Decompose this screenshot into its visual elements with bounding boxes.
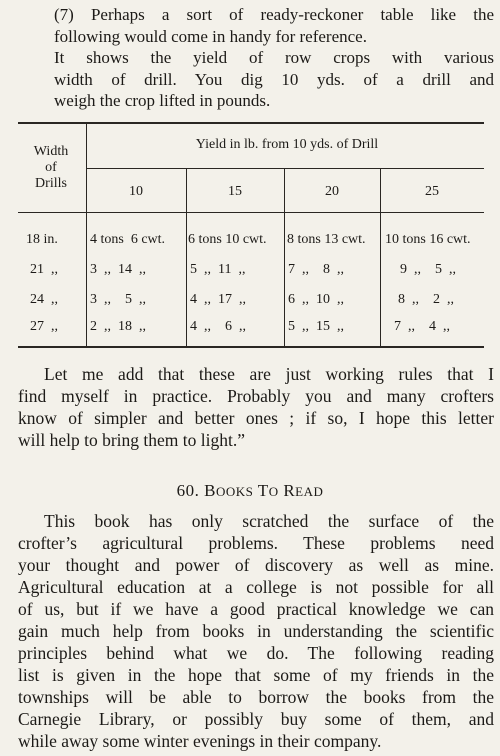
table-cell: 7 ,, 4 ,, <box>394 319 450 334</box>
yield-group-header: Yield in lb. from 10 yds. of Drill <box>195 137 379 152</box>
row-width: 21 ,, <box>30 262 58 277</box>
row-width: 24 ,, <box>30 292 58 307</box>
paragraph-line: gain much help from books in understanding the scientific <box>18 621 494 641</box>
header-word: Width <box>33 144 69 159</box>
paragraph-line: Let me add that these are just working rules that I <box>44 364 494 384</box>
table-cell: 8 ,, 2 ,, <box>398 292 454 307</box>
intro-line: following would come in handy for reference. <box>54 26 367 46</box>
column-header: 10 <box>129 184 143 199</box>
table-cell: 2 ,, 18 ,, <box>90 319 146 334</box>
paragraph-line: principles behind what we do. The following reading <box>18 643 494 663</box>
table-cell: 5 ,, 15 ,, <box>288 319 344 334</box>
header-word: Drills <box>35 176 67 191</box>
paragraph-line: Carnegie Library, or possibly buy some of them, and <box>18 709 494 729</box>
intro-line: width of drill. You dig 10 yds. of a drill and <box>54 69 494 89</box>
table-cell: 6 tons 10 cwt. <box>188 232 267 247</box>
paragraph-line: Agricultural education at a college is not possible for all <box>18 577 494 597</box>
paragraph-line: while away some winter evenings in their company. <box>18 731 382 751</box>
paragraph-line: crofter’s agricultural problems. These problems need <box>18 533 494 553</box>
table-bottom-rule <box>18 346 484 348</box>
paragraph-line: list is given in the hope that some of my friends in the <box>18 665 494 685</box>
heading-letter: T <box>257 481 269 500</box>
intro-paragraph <box>54 4 494 112</box>
table-divider <box>18 212 484 213</box>
intro-line: weigh the crop lifted in pounds. <box>54 91 271 110</box>
heading-smallcaps: EAD <box>295 484 324 499</box>
section-paragraph <box>18 510 494 752</box>
paragraph-line: This book has only scratched the surface of the <box>44 511 494 531</box>
paragraph-line: townships will be able to borrow the books from the <box>18 687 494 707</box>
section-number: 60. <box>176 481 200 500</box>
intro-line: It shows the yield of row crops with various <box>54 48 494 67</box>
table-divider <box>86 123 87 346</box>
table-cell: 3 ,, 5 ,, <box>90 292 146 307</box>
table-cell: 4 ,, 6 ,, <box>190 319 246 334</box>
table-divider <box>86 168 484 169</box>
closing-paragraph <box>18 363 494 451</box>
paragraph-line: know of simpler and better ones ; if so, I hope this letter <box>18 408 494 428</box>
heading-letter: B <box>204 481 216 500</box>
table-cell: 5 ,, 11 ,, <box>190 262 246 277</box>
heading-smallcaps: OOKS <box>215 484 254 499</box>
column-header: 25 <box>425 184 439 199</box>
table-cell: 4 tons 6 cwt. <box>90 232 166 247</box>
column-header: 15 <box>228 184 242 199</box>
paragraph-line: find myself in practice. Probably you and many crofters <box>18 386 494 406</box>
paragraph-line: will help to bring them to light.” <box>18 430 245 450</box>
heading-smallcaps: O <box>268 484 279 499</box>
table-cell: 9 ,, 5 ,, <box>400 262 456 277</box>
table-cell: 7 ,, 8 ,, <box>288 262 344 277</box>
table-cell: 3 ,, 14 ,, <box>90 262 146 277</box>
paragraph-line: of us, but if we have a good practical knowledge we can <box>18 599 494 619</box>
table-cell: 4 ,, 17 ,, <box>190 292 246 307</box>
heading-letter: R <box>283 481 296 500</box>
intro-line: (7) Perhaps a sort of ready-reckoner table like the <box>54 5 494 24</box>
paragraph-line: your thought and power of discovery as well as mine. <box>18 555 494 575</box>
table-cell: 8 tons 13 cwt. <box>287 232 366 247</box>
column-header: 20 <box>325 184 339 199</box>
row-width: 27 ,, <box>30 319 58 334</box>
header-word: of <box>45 160 57 175</box>
table-top-rule <box>18 122 484 124</box>
row-width: 18 in. <box>26 232 58 247</box>
section-heading <box>0 481 500 501</box>
table-cell: 6 ,, 10 ,, <box>288 292 344 307</box>
width-of-drills-header <box>22 144 80 192</box>
table-cell: 10 tons 16 cwt. <box>385 232 471 247</box>
